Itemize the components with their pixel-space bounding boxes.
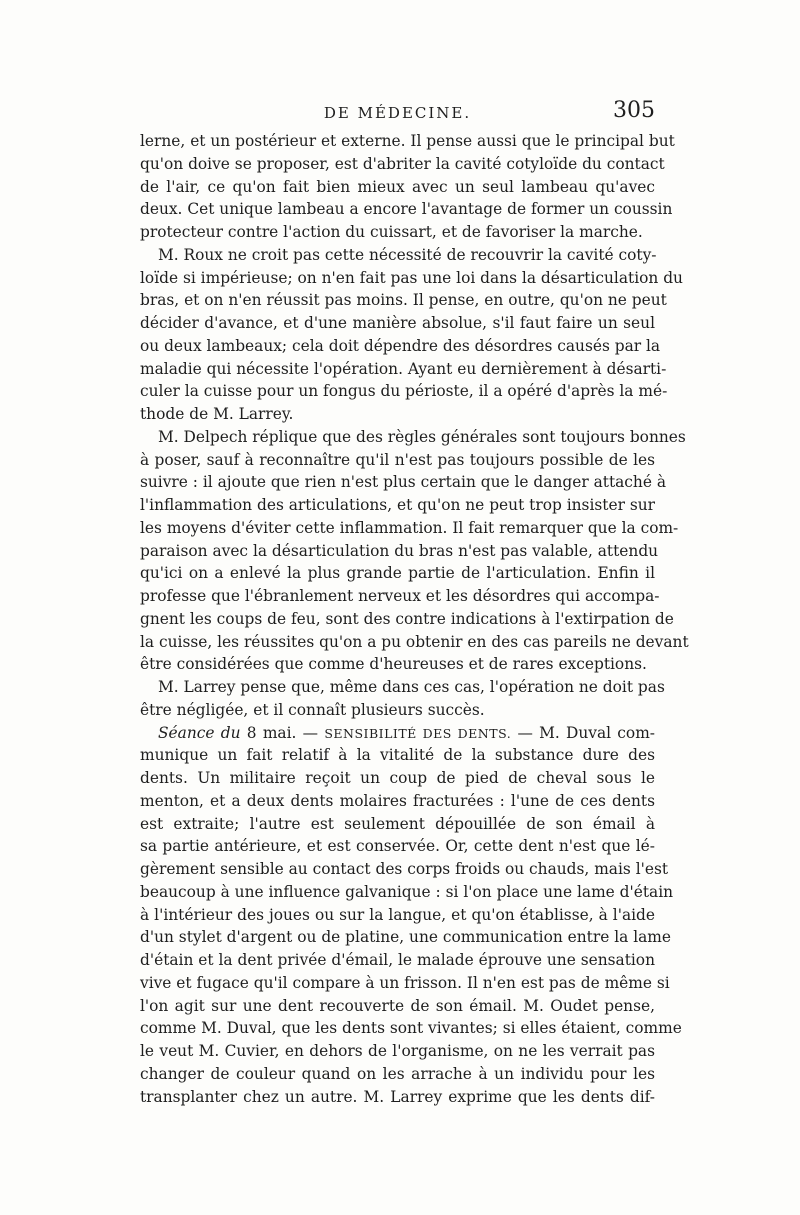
text-line: qu'on doive se proposer, est d'abriter la cavité cotyloïde du contact [140, 154, 665, 173]
text-line: deux. Cet unique lambeau a encore l'avantage de former un coussin [140, 200, 673, 219]
text-line: bras, et on n'en réussit pas moins. Il pense, en outre, qu'on ne peut [140, 291, 667, 310]
section-topic: SENSIBILITÉ DES DENTS. [324, 725, 512, 741]
text-line: d'un stylet d'argent ou de platine, une communication entre la lame [140, 928, 672, 947]
text-line: qu'ici on a enlevé la plus grande partie de l'articulation. Enfin il [140, 564, 655, 583]
text-line: paraison avec la désarticulation du bras n'est pas valable, attendu [140, 541, 659, 560]
page-number: 305 [613, 98, 655, 123]
text-line: munique un fait relatif à la vitalité de la substance dure des [140, 746, 655, 765]
text-line: l'inflammation des articulations, et qu'on ne peut trop insister sur [140, 496, 655, 514]
text-line: vive et fugace qu'il compare à un frisson. Il n'en est pas de même si [140, 973, 670, 992]
text-line: la cuisse, les réussites qu'on a pu obtenir en des cas pareils ne devant [140, 632, 689, 651]
text-line: loïde si impérieuse; on n'en fait pas une loi dans la désarticulation du [140, 268, 683, 287]
text-line: sa partie antérieure, et est conservée. Or, cette dent n'est que lé- [140, 837, 655, 856]
text-line: beaucoup à une influence galvanique : si l'on place une lame d'étain [140, 882, 674, 901]
seance-label: Séance du [158, 723, 241, 742]
text-line: culer la cuisse pour un fongus du périoste, il a opéré d'après la mé- [140, 382, 668, 401]
text-line: gnent les coups de feu, sont des contre indications à l'extirpation de [140, 609, 674, 628]
running-title: DE MÉDECINE. [323, 104, 472, 122]
body-text [140, 130, 689, 1108]
text-line: les moyens d'éviter cette inflammation. Il fait remarquer que la com- [140, 518, 679, 537]
text-line: M. Larrey pense que, même dans ces cas, l'opération ne doit pas [158, 678, 665, 696]
text-line: thode de M. Larrey. [140, 405, 294, 423]
text-line: le veut M. Cuvier, en dehors de l'organisme, on ne les verrait pas [140, 1042, 655, 1060]
text-line: maladie qui nécessite l'opération. Ayant eu dernièrement à désarti- [140, 359, 667, 378]
text-line: de l'air, ce qu'on fait bien mieux avec un seul lambeau qu'avec [140, 177, 655, 196]
text-line: lerne, et un postérieur et externe. Il pense aussi que le principal but [140, 132, 675, 150]
text-line: l'on agit sur une dent recouverte de son émail. M. Oudet pense, [140, 996, 655, 1015]
text-line: à l'intérieur des joues ou sur la langue, et qu'on établisse, à l'aide [140, 905, 655, 924]
text-line: être considérées que comme d'heureuses et de rares exceptions. [140, 655, 647, 674]
text-line: transplanter chez un autre. M. Larrey exprime que les dents dif- [140, 1087, 655, 1106]
text-line: gèrement sensible au contact des corps froids ou chauds, mais l'est [140, 860, 669, 878]
text-line: à poser, sauf à reconnaître qu'il n'est pas toujours possible de les [140, 450, 655, 469]
text-line: être négligée, et il connaît plusieurs succès. [140, 700, 485, 719]
running-head [140, 100, 655, 134]
seance-rest: — M. Duval com- [517, 723, 655, 742]
text-line: changer de couleur quand on les arrache à un individu pour les [140, 1064, 655, 1083]
text-line: dents. Un militaire reçoit un coup de pied de cheval sous le [140, 769, 655, 787]
seance-dash: — [302, 723, 319, 742]
text-line: M. Delpech réplique que des règles générales sont toujours bonnes [158, 427, 686, 446]
text-line: professe que l'ébranlement nerveux et les désordres qui accompa- [140, 587, 660, 605]
text-line: comme M. Duval, que les dents sont vivantes; si elles étaient, comme [140, 1019, 682, 1038]
text-line: ou deux lambeaux; cela doit dépendre des désordres causés par la [140, 336, 661, 355]
text-line: suivre : il ajoute que rien n'est plus certain que le danger attaché à [140, 473, 667, 492]
text-line: menton, et a deux dents molaires fracturées : l'une de ces dents [140, 791, 655, 810]
text-line: décider d'avance, et d'une manière absolue, s'il faut faire un seul [140, 314, 655, 332]
seance-date: 8 mai. [246, 723, 297, 742]
text-line: M. Roux ne croit pas cette nécessité de recouvrir la cavité coty- [158, 245, 657, 264]
text-line: est extraite; l'autre est seulement dépouillée de son émail à [140, 814, 655, 833]
text-line: d'étain et la dent privée d'émail, le malade éprouve une sensation [140, 951, 655, 969]
text-line: protecteur contre l'action du cuissart, et de favoriser la marche. [140, 223, 643, 241]
seance-heading-line [140, 722, 655, 745]
